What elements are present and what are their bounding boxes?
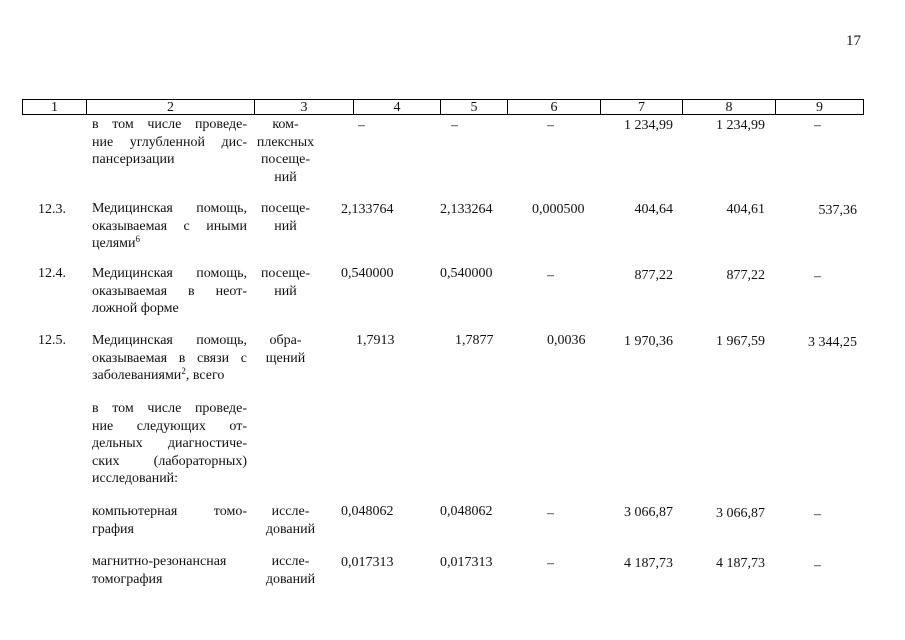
description-line: Медицинская помощь, [92, 266, 247, 281]
row-unit [258, 503, 323, 538]
row-description [92, 503, 247, 538]
cell-col8: 404,61 [726, 202, 765, 217]
unit-line: ний [274, 218, 297, 234]
header-cell: 4 [353, 100, 440, 115]
description-line: в том числе проведе- [92, 117, 247, 132]
cell-col8: 877,22 [726, 268, 765, 283]
unit-line: обра- [269, 333, 302, 348]
description-line: компьютерная томо- [92, 504, 247, 519]
cell-col9: – [814, 269, 821, 284]
cell-col9: – [814, 118, 821, 133]
header-cell: 7 [600, 100, 682, 115]
row-unit [253, 200, 318, 235]
description-line: заболеваниями [92, 368, 182, 383]
unit-line: дований [265, 571, 316, 587]
description-line: томография [92, 571, 163, 587]
cell-col8: 4 187,73 [716, 556, 765, 571]
row-description [92, 400, 247, 488]
cell-col7: 3 066,87 [624, 505, 673, 520]
header-cell: 9 [775, 100, 863, 115]
cell-col9: – [814, 507, 821, 522]
row-description [92, 200, 247, 253]
header-cell: 5 [440, 100, 507, 115]
header-cell: 2 [86, 100, 254, 115]
unit-line: иссле- [271, 504, 310, 519]
row-unit [258, 553, 323, 588]
unit-line: щений [265, 350, 306, 366]
description-line: ние углубленной дис- [92, 134, 247, 150]
cell-col8: 1 234,99 [716, 118, 765, 133]
cell-col5: 1,7877 [455, 333, 494, 348]
unit-line: иссле- [271, 554, 310, 569]
cell-col6: 0,0036 [547, 333, 586, 348]
cell-col4: 0,540000 [341, 266, 394, 281]
unit-line: дований [265, 521, 316, 537]
header-cell: 8 [682, 100, 775, 115]
cell-col7: 4 187,73 [624, 556, 673, 571]
cell-col7: 404,64 [634, 202, 673, 217]
cell-col4: – [358, 118, 365, 133]
cell-col6: – [547, 118, 554, 133]
description-line: ние следующих от- [92, 418, 247, 434]
cell-col8: 1 967,59 [716, 334, 765, 349]
footnote-ref: 6 [135, 234, 140, 244]
row-description [92, 265, 247, 318]
row-unit [253, 332, 318, 367]
description-line: графия [92, 521, 134, 537]
row-number: 12.3. [38, 202, 66, 217]
cell-col6: – [547, 268, 554, 283]
cell-col9: – [814, 558, 821, 573]
description-line: оказываемая с иными [92, 218, 247, 234]
table-header-row [22, 99, 864, 115]
cell-col5: 2,133264 [440, 202, 493, 217]
row-description [92, 116, 247, 169]
cell-col7: 1 970,36 [624, 334, 673, 349]
row-number: 12.5. [38, 333, 66, 348]
description-line: целями [92, 236, 136, 251]
row-description [92, 332, 247, 385]
footnote-ref: 2 [181, 366, 186, 376]
row-number: 12.4. [38, 266, 66, 281]
cell-col5: – [451, 118, 458, 133]
header-cell: 6 [507, 100, 600, 115]
cell-col4: 0,017313 [341, 555, 394, 570]
unit-line: посеще- [260, 266, 311, 281]
description-line: оказываемая в связи с [92, 350, 247, 366]
cell-col5: 0,017313 [440, 555, 493, 570]
row-description [92, 553, 247, 588]
description-line: Медицинская помощь, [92, 201, 247, 216]
unit-line: ний [274, 283, 297, 299]
cell-col4: 0,048062 [341, 504, 394, 519]
page-number: 17 [846, 33, 861, 49]
row-unit [253, 116, 318, 186]
cell-col4: 1,7913 [356, 333, 395, 348]
description-line: ских (лабораторных) [92, 453, 247, 469]
cell-col9: 537,36 [818, 203, 857, 218]
description-line: дельных диагностиче- [92, 436, 247, 451]
cell-col6: 0,000500 [532, 202, 585, 217]
description-line: пансеризации [92, 152, 175, 167]
cell-col9: 3 344,25 [808, 335, 857, 350]
header-cell: 1 [51, 100, 58, 115]
cell-col7: 877,22 [634, 268, 673, 283]
unit-line: ний [274, 169, 297, 185]
description-line: в том числе проведе- [92, 401, 247, 416]
cell-col5: 0,048062 [440, 504, 493, 519]
cell-col6: – [547, 506, 554, 521]
description-line: оказываемая в неот- [92, 283, 247, 299]
cell-col5: 0,540000 [440, 266, 493, 281]
description-line: исследований: [92, 471, 179, 486]
cell-col4: 2,133764 [341, 202, 394, 217]
unit-line: ком- [272, 117, 299, 132]
unit-line: плексных [256, 134, 315, 150]
description-line: магнитно-резонансная [92, 554, 227, 569]
description-line: ложной форме [92, 301, 179, 316]
row-unit [253, 265, 318, 300]
cell-col7: 1 234,99 [624, 118, 673, 133]
unit-line: посеще- [260, 201, 311, 216]
description-line: Медицинская помощь, [92, 333, 247, 348]
description-tail: , всего [185, 368, 225, 383]
cell-col8: 3 066,87 [716, 506, 765, 521]
unit-line: посеще- [260, 152, 311, 167]
cell-col6: – [547, 556, 554, 571]
header-cell: 3 [254, 100, 353, 115]
